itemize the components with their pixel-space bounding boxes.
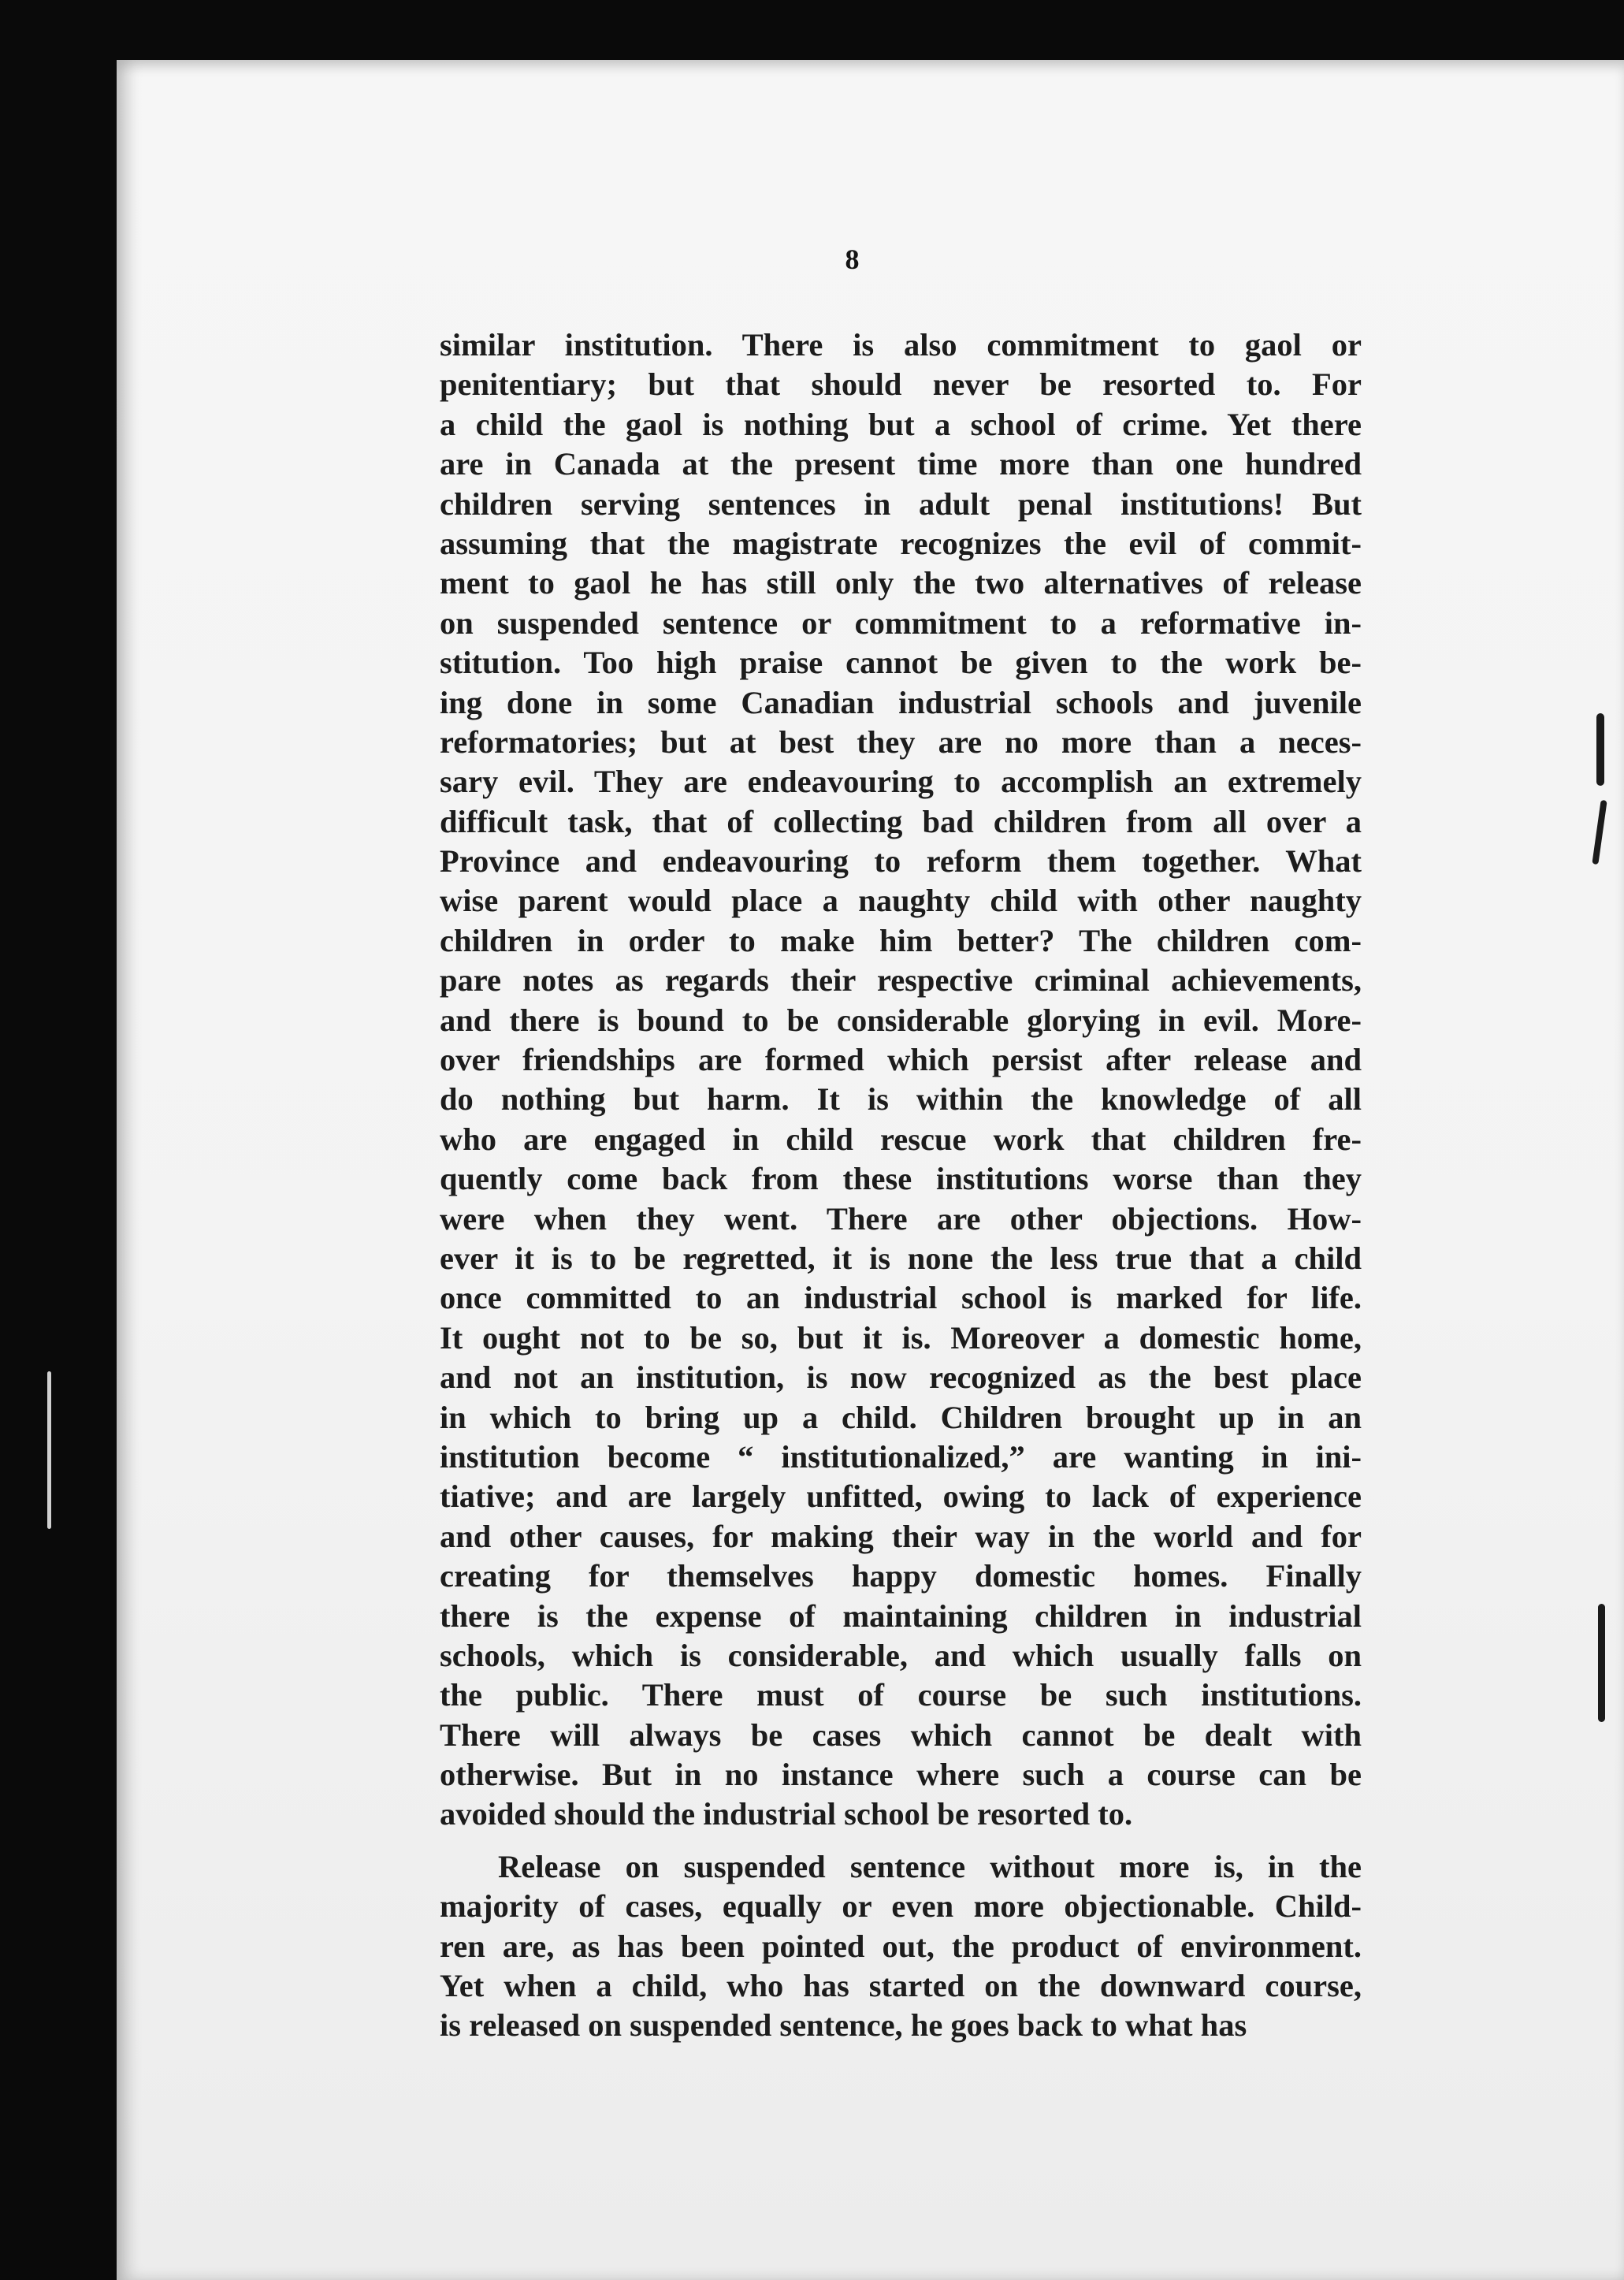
text-line: once committed to an industrial school is marked for life. — [440, 1280, 1362, 1316]
text-line: Yet when a child, who has started on the downward course, — [440, 1968, 1362, 2004]
text-line: over friendships are formed which persist after release and — [440, 1042, 1362, 1078]
body-text — [440, 325, 1362, 2046]
scan-artifact-left — [47, 1371, 51, 1529]
text-line: stitution. Too high praise cannot be given to the work be- — [440, 645, 1362, 681]
text-line: ing done in some Canadian industrial schools and juvenile — [440, 684, 1362, 720]
text-line: similar institution. There is also commitment to gaol or — [440, 327, 1362, 363]
text-line: wise parent would place a naughty child with other naughty — [440, 883, 1362, 919]
paragraph-gap — [440, 1835, 1362, 1847]
scan-artifact-right-1 — [1596, 713, 1604, 786]
text-line: pare notes as regards their respective criminal achievements, — [440, 962, 1362, 999]
text-line: were when they went. There are other objections. How- — [440, 1200, 1362, 1237]
text-line: do nothing but harm. It is within the knowledge of all — [440, 1081, 1362, 1118]
paragraph — [440, 1847, 1362, 2046]
text-line: is released on suspended sentence, he goes back to what has — [440, 2007, 1247, 2044]
text-line: reformatories; but at best they are no more than a neces- — [440, 723, 1362, 760]
text-line: ren are, as has been pointed out, the product of environment. — [440, 1928, 1362, 1964]
text-line: institution become “ institutionalized,” are wanting in ini- — [440, 1438, 1362, 1475]
text-line: and not an institution, is now recognized as the best place — [440, 1359, 1362, 1396]
text-line: and other causes, for making their way in the world and for — [440, 1518, 1362, 1554]
text-line: sary evil. They are endeavouring to accomplish an extremely — [440, 764, 1362, 800]
text-line: children serving sentences in adult penal institutions! But — [440, 485, 1362, 522]
text-line: tiative; and are largely unfitted, owing to lack of experience — [440, 1478, 1362, 1515]
text-line: on suspended sentence or commitment to a reformative in- — [440, 604, 1362, 641]
text-line: and there is bound to be considerable glorying in evil. More- — [440, 1002, 1362, 1038]
text-line: There will always be cases which cannot be dealt with — [440, 1717, 1362, 1753]
text-line: creating for themselves happy domestic homes. Finally — [440, 1558, 1362, 1594]
page-number: 8 — [845, 244, 860, 275]
text-line: Release on suspended sentence without more is, in the — [498, 1848, 1362, 1884]
text-line: otherwise. But in no instance where such a course can be — [440, 1757, 1362, 1793]
text-line: majority of cases, equally or even more objectionable. Child- — [440, 1888, 1362, 1925]
text-line: ment to gaol he has still only the two alternatives of release — [440, 565, 1362, 601]
text-line: the public. There must of course be such institutions. — [440, 1677, 1362, 1713]
text-line: difficult task, that of collecting bad children from all over a — [440, 803, 1362, 839]
text-line: It ought not to be so, but it is. Moreover a domestic home, — [440, 1319, 1362, 1356]
text-line: Province and endeavouring to reform them together. What — [440, 843, 1362, 880]
text-line: in which to bring up a child. Children brought up in an — [440, 1399, 1362, 1435]
text-line: who are engaged in child rescue work that children fre- — [440, 1121, 1362, 1157]
text-line: children in order to make him better? The children com- — [440, 922, 1362, 958]
paragraph — [440, 325, 1362, 1835]
text-line: penitentiary; but that should never be resorted to. For — [440, 366, 1362, 403]
text-line: ever it is to be regretted, it is none the less true that a child — [440, 1240, 1362, 1276]
text-line: schools, which is considerable, and which usually falls on — [440, 1637, 1362, 1673]
scan-artifact-right-3 — [1598, 1604, 1605, 1722]
text-line: are in Canada at the present time more than one hundred — [440, 446, 1362, 482]
text-line: quently come back from these institutions worse than they — [440, 1161, 1362, 1197]
text-line: there is the expense of maintaining children in industrial — [440, 1597, 1362, 1634]
text-line: a child the gaol is nothing but a school of crime. Yet there — [440, 406, 1362, 442]
text-line: assuming that the magistrate recognizes the evil of commit- — [440, 525, 1362, 561]
text-line: avoided should the industrial school be resorted to. — [440, 1796, 1133, 1832]
